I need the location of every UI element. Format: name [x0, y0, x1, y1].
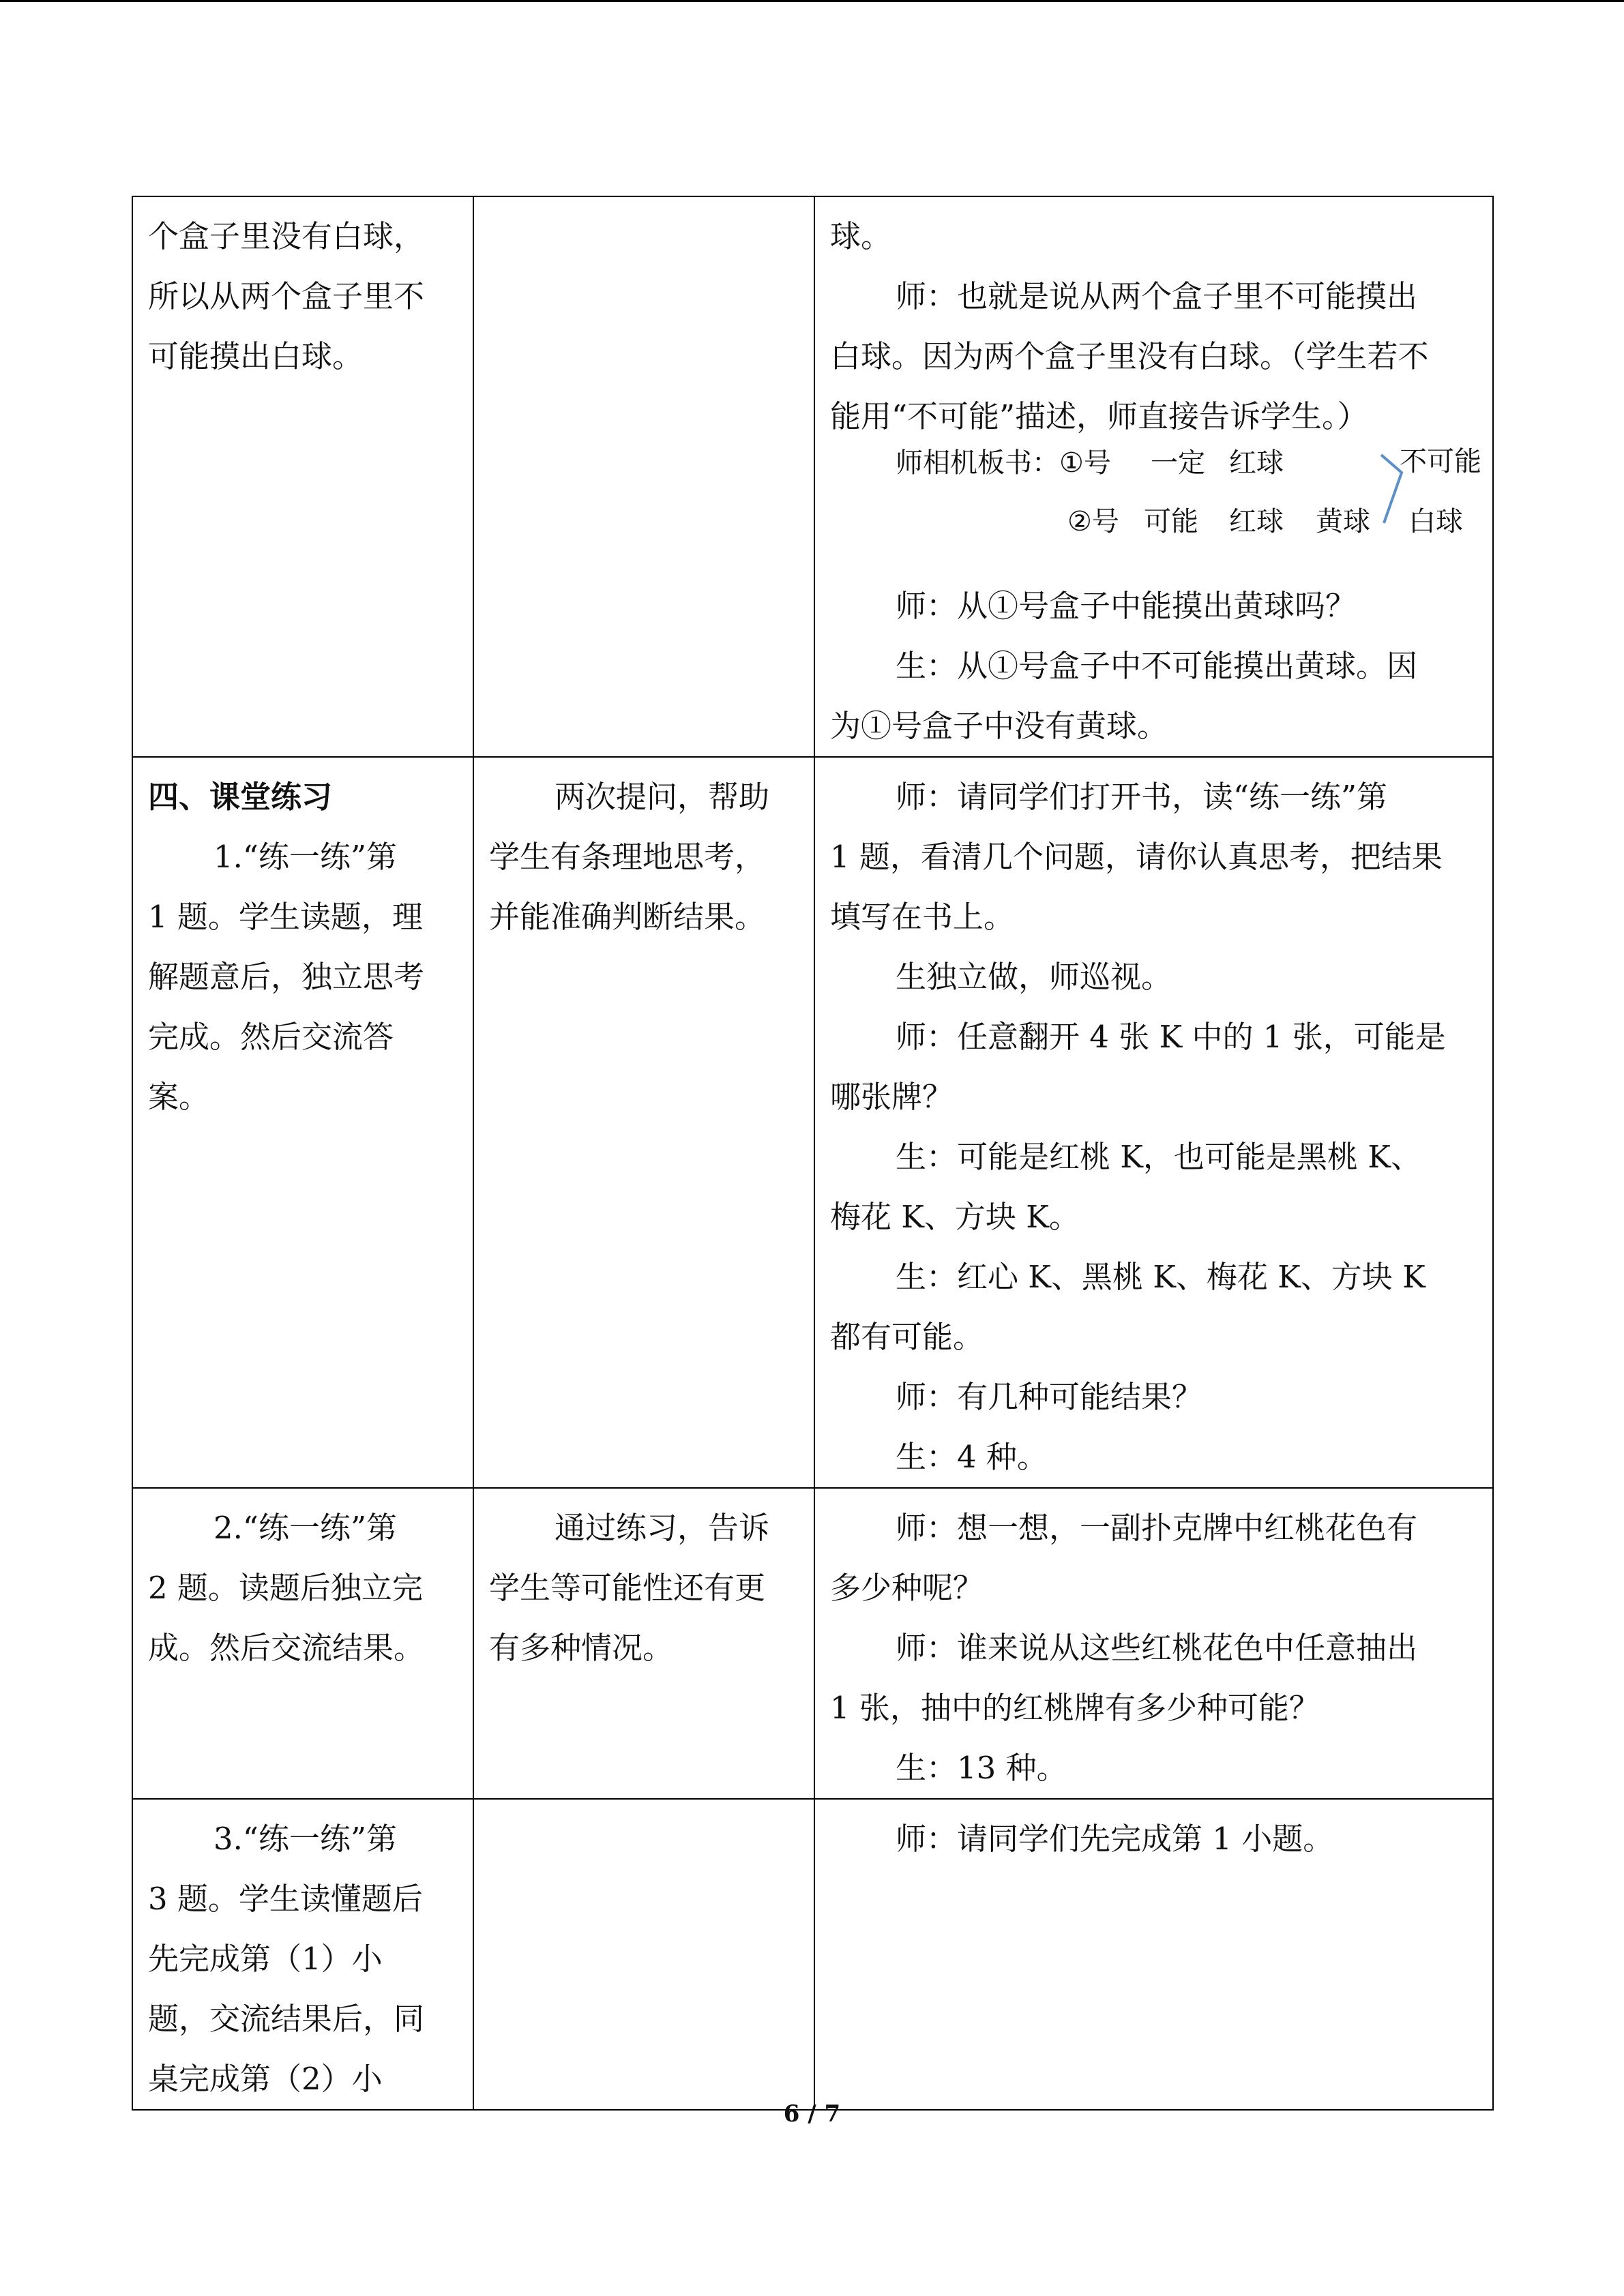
- process-cell: [132, 757, 473, 1488]
- text-line: 1.“练一练”第: [213, 839, 397, 875]
- intent-cell: [473, 1799, 814, 2110]
- board-possible: 可能: [1144, 506, 1198, 537]
- board-writing: [830, 446, 1481, 576]
- text-line: 都有可能。: [830, 1319, 984, 1355]
- text-line: 师：谁来说从这些红桃花色中任意抽出: [896, 1630, 1418, 1666]
- text-line: 生：从①号盒子中不可能摸出黄球。因: [896, 648, 1418, 684]
- process-cell: [132, 1799, 473, 2110]
- process-cell: [132, 196, 473, 757]
- lesson-plan-table: [132, 196, 1494, 2111]
- text-line: 为①号盒子中没有黄球。: [830, 708, 1168, 744]
- text-line: 学生有条理地思考，: [489, 839, 766, 875]
- table-row: [132, 1799, 1493, 2110]
- intent-cell: [473, 1488, 814, 1799]
- text-line: 所以从两个盒子里不: [148, 278, 425, 314]
- text-line: 师：任意翻开 4 张 K 中的 1 张，可能是: [896, 1019, 1446, 1055]
- text-line: 多少种呢？: [830, 1570, 984, 1606]
- board-bracket-lines: [830, 447, 1485, 576]
- text-line: 生独立做，师巡视。: [896, 959, 1172, 995]
- board-box-2: ②号: [1067, 506, 1119, 537]
- text-line: 梅花 K、方块 K。: [830, 1199, 1080, 1235]
- text-line: 填写在书上。: [830, 899, 1015, 935]
- text-line: 生：可能是红桃 K，也可能是黑桃 K、: [896, 1139, 1421, 1175]
- text-line: 生：4 种。: [896, 1439, 1048, 1475]
- section-title: 四、课堂练习: [148, 779, 333, 815]
- text-line: 2.“练一练”第: [213, 1510, 397, 1546]
- intent-cell: [473, 196, 814, 757]
- board-label: 师相机板书：①号: [896, 447, 1111, 479]
- text-line: 1 张，抽中的红桃牌有多少种可能？: [830, 1690, 1320, 1726]
- text-line: 师：从①号盒子中能摸出黄球吗？: [896, 588, 1357, 624]
- text-line: 2 题。读题后独立完: [148, 1570, 423, 1606]
- board-sure: 一定: [1151, 447, 1205, 479]
- text-line: 1 题，看清几个问题，请你认真思考，把结果: [830, 839, 1443, 875]
- table-row: [132, 757, 1493, 1488]
- text-line: 白球。因为两个盒子里没有白球。（学生若不: [830, 338, 1429, 374]
- text-line: 球。: [830, 218, 892, 254]
- text-line: 案。: [148, 1079, 210, 1115]
- dialogue-cell: [814, 1488, 1493, 1799]
- text-line: 生：红心 K、黑桃 K、梅花 K、方块 K: [896, 1259, 1426, 1295]
- board-impossible: 不可能: [1400, 446, 1481, 477]
- text-line: 哪张牌？: [830, 1079, 954, 1115]
- text-line: 题，交流结果后，同: [148, 2001, 425, 2037]
- text-line: 可能摸出白球。: [148, 338, 364, 374]
- text-line: 桌完成第（2）小: [148, 2061, 383, 2097]
- text-line: 师：请同学们先完成第 1 小题。: [896, 1821, 1334, 1857]
- board-red-ball-1: 红球: [1229, 447, 1284, 479]
- text-line: 师：也就是说从两个盒子里不可能摸出: [896, 278, 1418, 314]
- table-row: [132, 196, 1493, 757]
- intent-cell: [473, 757, 814, 1488]
- process-cell: [132, 1488, 473, 1799]
- dialogue-cell: [814, 1799, 1493, 2110]
- text-line: 1 题。学生读题，理: [148, 899, 423, 935]
- text-line: 学生等可能性还有更: [489, 1570, 766, 1606]
- text-line: 能用“不可能”描述，师直接告诉学生。）: [830, 398, 1368, 434]
- text-line: 完成。然后交流答: [148, 1019, 394, 1055]
- board-white-ball: 白球: [1408, 506, 1463, 537]
- page-number: 6 / 7: [783, 2100, 841, 2128]
- text-line: 师：请同学们打开书，读“练一练”第: [896, 779, 1388, 815]
- text-line: 成。然后交流结果。: [148, 1630, 425, 1666]
- text-line: 解题意后，独立思考: [148, 959, 425, 995]
- text-line: 生：13 种。: [896, 1750, 1067, 1786]
- dialogue-cell: [814, 196, 1493, 757]
- dialogue-cell: [814, 757, 1493, 1488]
- text-line: 有多种情况。: [489, 1630, 674, 1666]
- text-line: 先完成第（1）小: [148, 1941, 383, 1977]
- text-line: 3 题。学生读懂题后: [148, 1881, 423, 1917]
- text-line: 师：想一想，一副扑克牌中红桃花色有: [896, 1510, 1418, 1546]
- board-red-ball-2: 红球: [1229, 506, 1284, 537]
- text-line: 师：有几种可能结果？: [896, 1379, 1203, 1415]
- text-line: 通过练习，告诉: [555, 1510, 770, 1546]
- board-yellow-ball: 黄球: [1316, 506, 1370, 537]
- table-row: [132, 1488, 1493, 1799]
- text-line: 两次提问，帮助: [555, 779, 770, 815]
- text-line: 并能准确判断结果。: [489, 899, 766, 935]
- text-line: 3.“练一练”第: [213, 1821, 397, 1857]
- text-line: 个盒子里没有白球，: [148, 218, 425, 254]
- top-border-line: [0, 0, 1624, 2]
